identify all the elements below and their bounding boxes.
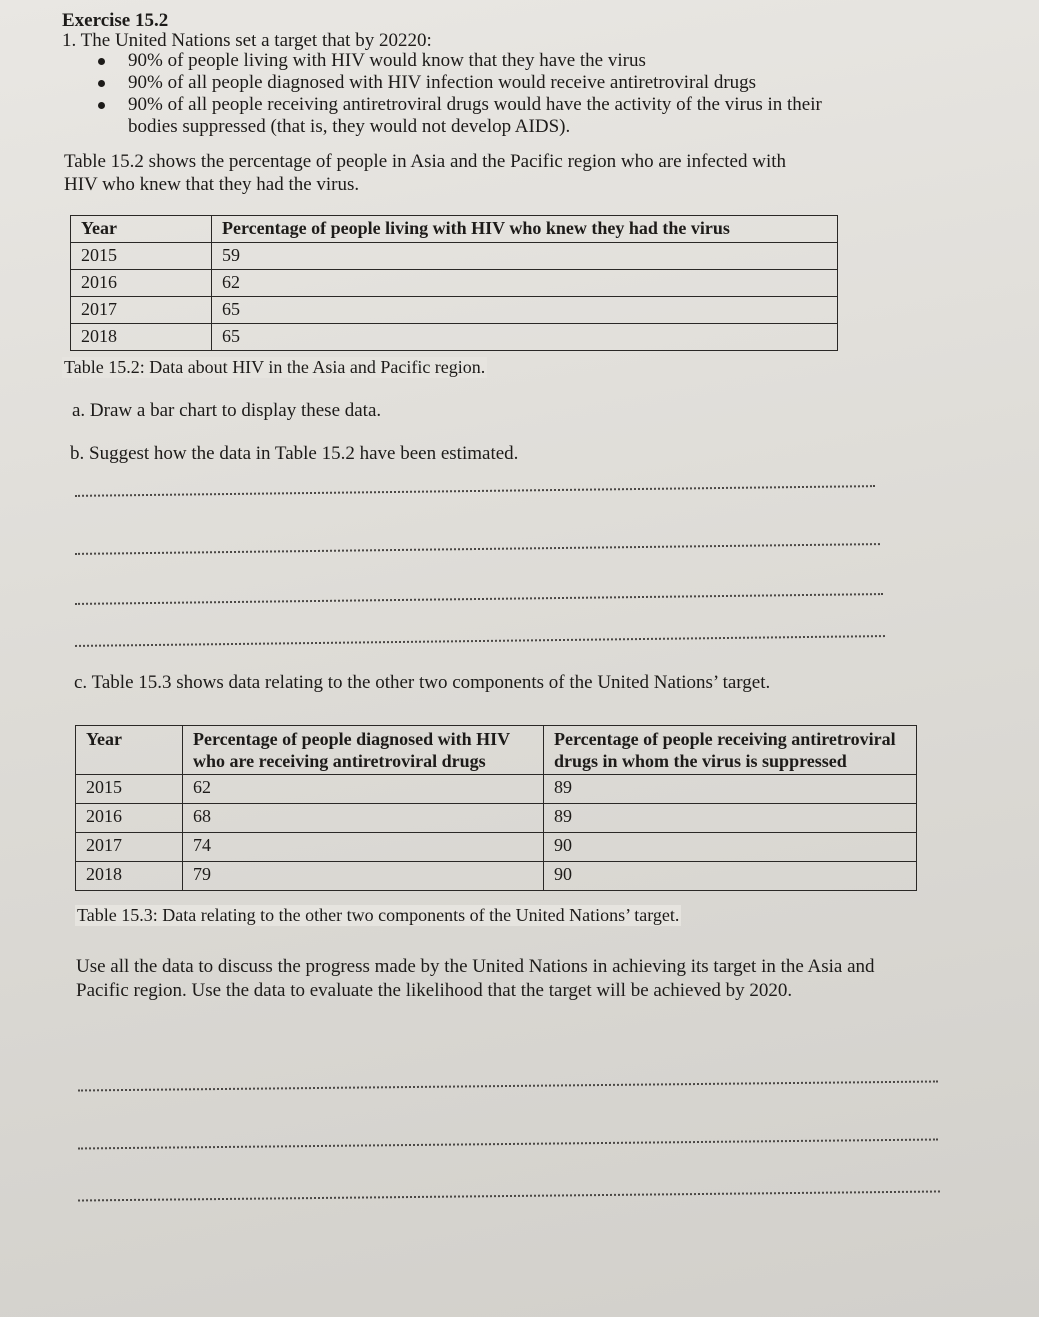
header-cell: Percentage of people diagnosed with HIV who are receiving antiretroviral drugs xyxy=(183,726,544,775)
year-cell: 2015 xyxy=(71,243,212,270)
value-cell: 74 xyxy=(183,833,544,862)
bullet-item: 90% of all people receiving antiretroviral drugs would have the activity of the virus in their bodies suppressed (that is, they would not develop AIDS). xyxy=(96,94,856,138)
value-cell: 59 xyxy=(212,243,838,270)
table-15-3 xyxy=(75,725,917,891)
header-cell: Year xyxy=(76,726,183,775)
answer-line[interactable] xyxy=(78,1080,938,1091)
table-15-3-caption: Table 15.3: Data relating to the other two components of the United Nations’ target. xyxy=(77,905,680,925)
header-cell: Year xyxy=(71,216,212,243)
value-cell: 68 xyxy=(183,804,544,833)
table-row xyxy=(71,243,838,270)
answer-line[interactable] xyxy=(75,543,880,555)
table-header-row xyxy=(76,726,917,775)
part-a-text: a. Draw a bar chart to display these data. xyxy=(72,400,382,421)
target-bullet-list xyxy=(96,50,856,138)
year-cell: 2017 xyxy=(76,833,183,862)
value-cell: 90 xyxy=(544,862,917,891)
table-row xyxy=(71,297,838,324)
answer-line[interactable] xyxy=(75,593,883,605)
part-c-text: c. Table 15.3 shows data relating to the other two components of the United Nations’ target. xyxy=(74,672,771,693)
header-cell: Percentage of people living with HIV who knew they had the virus xyxy=(212,216,838,243)
exercise-title: Exercise 15.2 xyxy=(62,10,169,31)
value-cell: 89 xyxy=(544,775,917,804)
year-cell: 2015 xyxy=(76,775,183,804)
table-row xyxy=(71,324,838,351)
table-row xyxy=(76,775,917,804)
value-cell: 62 xyxy=(212,270,838,297)
answer-line[interactable] xyxy=(78,1190,940,1201)
value-cell: 79 xyxy=(183,862,544,891)
table-row xyxy=(76,833,917,862)
answer-line[interactable] xyxy=(75,485,875,497)
value-cell: 90 xyxy=(544,833,917,862)
answer-line[interactable] xyxy=(75,635,885,647)
table-15-2-caption: Table 15.2: Data about HIV in the Asia and Pacific region. xyxy=(64,357,486,377)
value-cell: 65 xyxy=(212,324,838,351)
value-cell: 65 xyxy=(212,297,838,324)
answer-line[interactable] xyxy=(78,1138,938,1149)
table-row xyxy=(76,804,917,833)
part-b-text: b. Suggest how the data in Table 15.2 have been estimated. xyxy=(70,443,519,464)
table-row xyxy=(76,862,917,891)
value-cell: 89 xyxy=(544,804,917,833)
year-cell: 2018 xyxy=(76,862,183,891)
bullet-item: 90% of all people diagnosed with HIV infection would receive antiretroviral drugs xyxy=(96,72,856,94)
bullet-item: 90% of people living with HIV would know that they have the virus xyxy=(96,50,856,72)
table-row xyxy=(71,270,838,297)
value-cell: 62 xyxy=(183,775,544,804)
year-cell: 2016 xyxy=(71,270,212,297)
year-cell: 2016 xyxy=(76,804,183,833)
question-1-text: 1. The United Nations set a target that by 20220: xyxy=(62,30,432,51)
year-cell: 2018 xyxy=(71,324,212,351)
discussion-question-text: Use all the data to discuss the progress made by the United Nations in achieving its target in the Asia and Pacific region. Use the data to evaluate the likelihood that the target will be achieved by 2020. xyxy=(76,956,875,1001)
header-cell: Percentage of people receiving antiretroviral drugs in whom the virus is suppressed xyxy=(544,726,917,775)
table-header-row xyxy=(71,216,838,243)
table-intro-text: Table 15.2 shows the percentage of people in Asia and the Pacific region who are infected with HIV who knew that they had the virus. xyxy=(64,151,787,195)
year-cell: 2017 xyxy=(71,297,212,324)
table-15-2 xyxy=(70,215,838,351)
